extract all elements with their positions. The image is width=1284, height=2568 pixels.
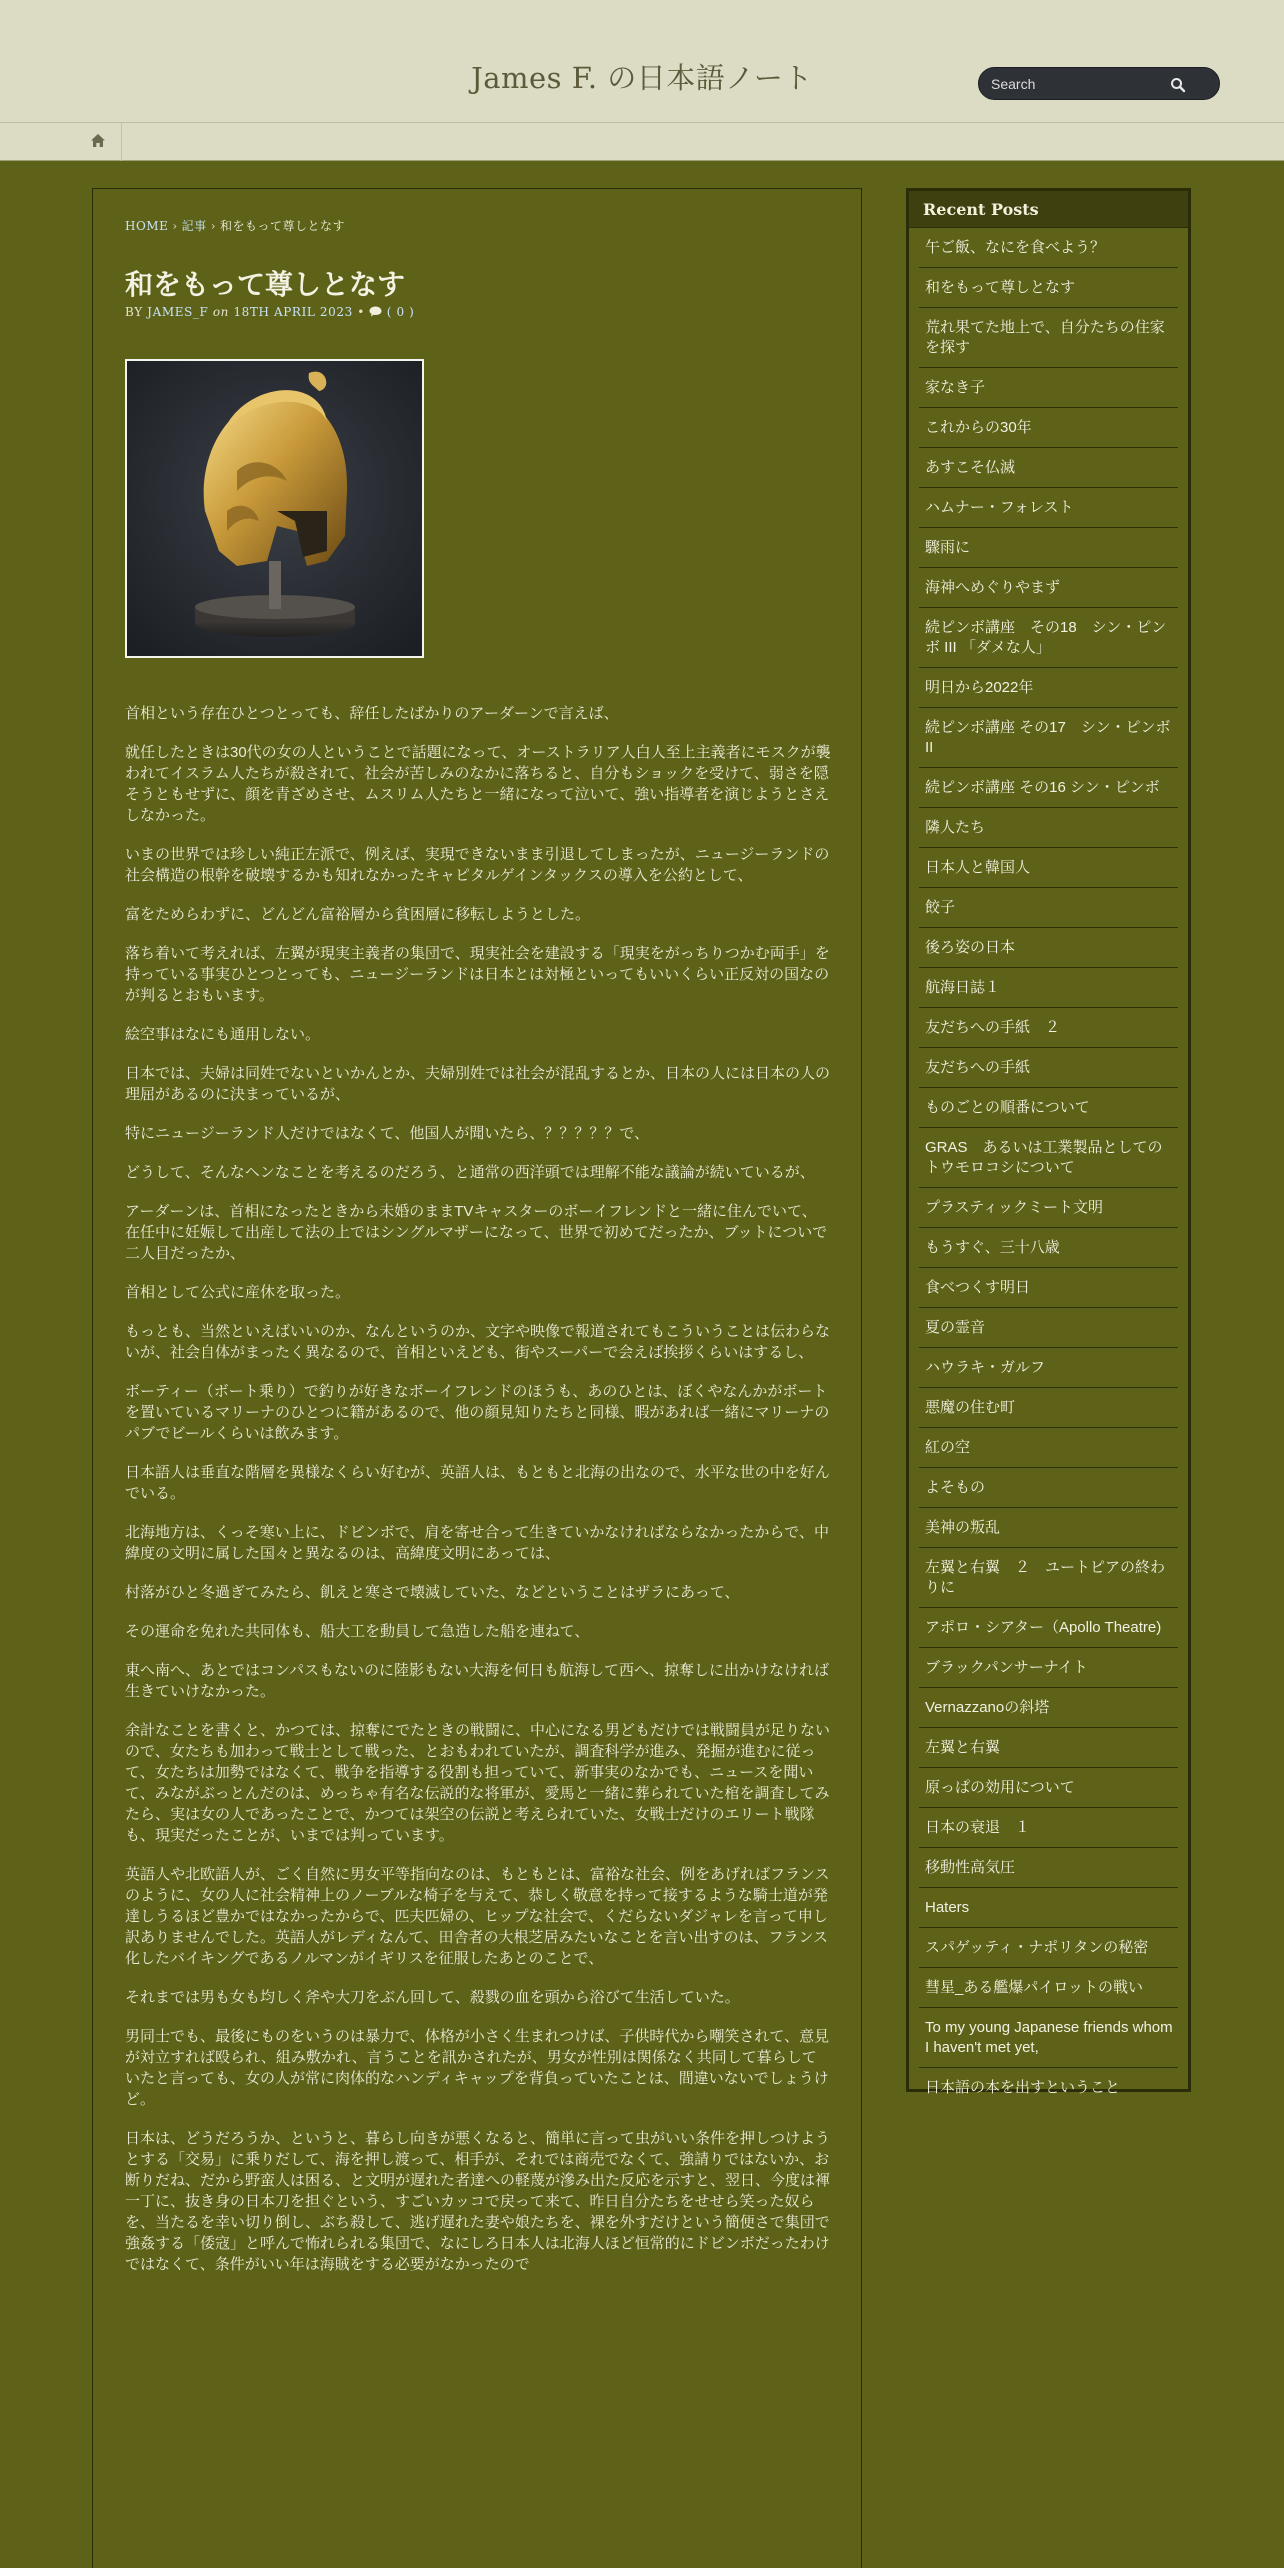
recent-posts-list	[909, 228, 1188, 2107]
comment-icon	[369, 305, 386, 319]
recent-post-link[interactable]: 紅の空	[919, 1428, 1178, 1468]
recent-post-link[interactable]: 友だちへの手紙	[919, 1048, 1178, 1088]
recent-post-link[interactable]: 原っぱの効用について	[919, 1768, 1178, 1808]
post-paragraph: 落ち着いて考えれば、左翼が現実主義者の集団で、現実社会を建設する「現実をがっちりつかむ両手」を持っている事実ひとつとっても、ニュージーランドは日本とは対極といってもいいくらい正反対の国なのが判るとおもいます。	[125, 945, 830, 1004]
recent-post-link[interactable]: ハムナー・フォレスト	[919, 488, 1178, 528]
recent-post-link[interactable]: ものごとの順番について	[919, 1088, 1178, 1128]
post-title: 和をもって尊しとなす	[125, 268, 406, 301]
recent-post-link[interactable]: ブラックパンサーナイト	[919, 1648, 1178, 1688]
recent-post-link[interactable]: 悪魔の住む町	[919, 1388, 1178, 1428]
breadcrumb-separator: ›	[172, 219, 178, 233]
recent-post-link[interactable]: 午ご飯、なにを食べよう？	[919, 228, 1178, 268]
post-paragraph: 絵空事はなにも通用しない。	[125, 1026, 321, 1043]
recent-post-link[interactable]: 友だちへの手紙 ２	[919, 1008, 1178, 1048]
home-icon	[90, 133, 106, 152]
post-paragraph: 首相として公式に産休を取った。	[125, 1284, 351, 1301]
featured-image-helmet	[125, 359, 424, 658]
post-date[interactable]: 18TH APRIL 2023	[233, 305, 353, 319]
recent-post-link[interactable]: 餃子	[919, 888, 1178, 928]
search-input[interactable]	[991, 74, 1171, 94]
recent-post-link[interactable]: 家なき子	[919, 368, 1178, 408]
post-paragraph: 英語人や北欧語人が、ごく自然に男女平等指向なのは、もともとは、富裕な社会、例をあげればフランスのように、女の人に社会精神上のノーブルな椅子を与えて、恭しく敬意を持って接するような騎士道が発達しうるほど豊かではなかったからで、匹夫匹婦の、ヒップな社会で、くだらないダジャレを言って申し訳ありませんでした。英語人がレディなんて、田舎者の大根芝居みたいなことを言い出すのは、フランス化したバイキングであるノルマンがイギリスを征服したあとのことで、	[125, 1866, 830, 1967]
main-nav	[0, 122, 1284, 161]
recent-post-link[interactable]: 食べつくす明日	[919, 1268, 1178, 1308]
post-paragraph: 北海地方は、くっそ寒い上に、ドビンボで、肩を寄せ合って生きていかなければならなかったからで、中緯度の文明に属した国々と異なるのは、高緯度文明にあっては、	[125, 1524, 829, 1562]
post-paragraph: 日本は、どうだろうか、というと、暮らし向きが悪くなると、簡単に言って虫がいい条件を押しつけようとする「交易」に乗りだして、海を押し渡って、相手が、それでは商売でなくて、強請りではないか、お断りだね、だから野蛮人は困る、と文明が遅れた者達への軽蔑が滲み出た反応を示すと、翌日、今度は褌一丁に、抜き身の日本刀を担ぐという、すごいカッコで戻って来て、昨日自分たちをせせら笑った奴らを、当たるを幸い切り倒し、ぶち殺して、逃げ遅れた妻や娘たちを、裸を外すだけという簡便さで集団で強姦する「倭寇」と呼んで怖れられる集団で、なにしろ日本人は北海人ほど恒常的にドビンボだったわけではなくて、条件がいい年は海賊をする必要がなかったので	[125, 2130, 831, 2273]
recent-post-link[interactable]: 左翼と右翼	[919, 1728, 1178, 1768]
site-header	[0, 0, 1284, 122]
post-paragraph: 富をためらわずに、どんどん富裕層から貧困層に移転しようとした。	[125, 906, 591, 923]
breadcrumb-separator: ›	[210, 219, 216, 233]
post-paragraph: いまの世界では珍しい純正左派で、例えば、実現できないまま引退してしまったが、ニュージーランドの社会構造の根幹を破壊するかも知れなかったキャピタルゲインタックスの導入を公約として、	[125, 846, 830, 884]
recent-post-link[interactable]: 続ピンボ講座 その18 シン・ピンボ III 「ダメな人」	[919, 608, 1178, 668]
post-paragraph: 余計なことを書くと、かつては、掠奪にでたときの戦闘に、中心になる男どもだけでは戦闘員が足りないので、女たちも加わって戦士として戦った、とおもわれていたが、調査科学が進み、発掘が進むに従って、女たちは加勢ではなくて、戦争を指導する役割も担っていて、新事実のなかでも、ニュースを聞いて、みながぶっとんだのは、めっちゃ有名な伝説的な将軍が、愛馬と一緒に葬られていた棺を調査してみたら、実は女の人であったことで、かつては架空の伝説と考えられていた、女戦士だけのエリート戦隊も、現実だったことが、いまでは判っています。	[125, 1722, 831, 1844]
post-paragraph: 特にニュージーランド人だけではなくて、他国人が聞いたら、？？？？？で、	[125, 1125, 650, 1142]
recent-post-link[interactable]: 海神へめぐりやまず	[919, 568, 1178, 608]
recent-post-link[interactable]: 和をもって尊しとなす	[919, 268, 1178, 308]
post-paragraph: 就任したときは30代の女の人ということで話題になって、オーストラリア人白人至上主義者にモスクが襲われてイスラム人たちが殺されて、社会が苦しみのなかに落ちると、自分もショックを受けて、弱さを隠そうともせずに、顔を青ざめさせ、ムスリム人たちと一緒になって泣いて、強い指導者を演じようとさえしなかった。	[125, 744, 831, 824]
post-paragraph: ボーティー（ボート乗り）で釣りが好きなボーイフレンドのほうも、あのひとは、ぼくやなんかがボートを置いているマリーナのひとつに籍があるので、他の顔見知りたちと同様、暇があれば一緒にマリーナのパブでビールくらいは飲みます。	[125, 1383, 830, 1442]
breadcrumb	[125, 217, 345, 234]
recent-post-link[interactable]: 左翼と右翼 ２ ユートピアの終わりに	[919, 1548, 1178, 1608]
breadcrumb-category[interactable]: 記事	[181, 219, 207, 233]
recent-post-link[interactable]: 日本人と韓国人	[919, 848, 1178, 888]
recent-post-link[interactable]: 後ろ姿の日本	[919, 928, 1178, 968]
post-paragraph: アーダーンは、首相になったときから未婚のままTVキャスターのボーイフレンドと一緒に住んでいて、在任中に妊娠して出産して法の上ではシングルマザーになって、世界で初めてだったか、ブットについで二人目だったか、	[125, 1203, 828, 1262]
recent-post-link[interactable]: 続ピンボ講座 その17 シン・ピンボ II	[919, 708, 1178, 768]
recent-post-link[interactable]: スパゲッティ・ナポリタンの秘密	[919, 1928, 1178, 1968]
site-title[interactable]: James F. の日本語ノート	[471, 61, 813, 95]
post-paragraph: 日本語人は垂直な階層を異様なくらい好むが、英語人は、もともと北海の出なので、水平な世の中を好んでいる。	[125, 1464, 830, 1502]
recent-post-link[interactable]: 日本の衰退 １	[919, 1808, 1178, 1848]
post-paragraph: 男同士でも、最後にものをいうのは暴力で、体格が小さく生まれつけば、子供時代から嘲笑されて、意見が対立すれば殴られ、組み敷かれ、言うことを訊かされたが、男女が性別は関係なく共同して暮らしていたと言っても、女の人が常に肉体的なハンディキャップを背負っていたことは、間違いないでしょうけど。	[125, 2028, 830, 2108]
recent-post-link[interactable]: アポロ・シアター（Apollo Theatre)	[919, 1608, 1178, 1648]
recent-post-link[interactable]: 航海日誌１	[919, 968, 1178, 1008]
post-content	[125, 703, 831, 2293]
recent-post-link[interactable]: Vernazzanoの斜塔	[919, 1688, 1178, 1728]
search-icon[interactable]	[1169, 76, 1187, 94]
recent-post-link[interactable]: 驟雨に	[919, 528, 1178, 568]
recent-post-link[interactable]: 続ピンボ講座 その16 シン・ピンボ	[919, 768, 1178, 808]
recent-post-link[interactable]: あすこそ仏滅	[919, 448, 1178, 488]
post-paragraph: その運命を免れた共同体も、船大工を動員して急造した船を連ねて、	[125, 1623, 590, 1640]
recent-post-link[interactable]: 日本語の本を出すということ	[925, 2079, 1121, 2096]
breadcrumb-current: 和をもって尊しとなす	[220, 219, 346, 233]
recent-post-link[interactable]: これからの30年	[919, 408, 1178, 448]
recent-post-link[interactable]: 荒れ果てた地上で、自分たちの住家を探す	[919, 308, 1178, 368]
sidebar-recent-posts	[906, 188, 1191, 2096]
recent-post-link[interactable]: To my young Japanese friends whom I haven't met yet,	[919, 2008, 1178, 2068]
comments-link[interactable]: ( 0 )	[386, 305, 415, 319]
recent-post-link[interactable]: Haters	[919, 1888, 1178, 1928]
recent-post-link[interactable]: 明日から2022年	[919, 668, 1178, 708]
recent-post-link[interactable]: 彗星_ある艦爆パイロットの戦い	[919, 1968, 1178, 2008]
recent-post-link[interactable]: 移動性高気圧	[919, 1848, 1178, 1888]
recent-post-link[interactable]: 隣人たち	[919, 808, 1178, 848]
recent-post-link[interactable]: 夏の霊音	[919, 1308, 1178, 1348]
recent-post-link[interactable]: よそもの	[919, 1468, 1178, 1508]
post-paragraph: 日本では、夫婦は同姓でないといかんとか、夫婦別姓では社会が混乱するとか、日本の人には日本の人の理屈があるのに決まっているが、	[125, 1065, 831, 1103]
post-paragraph: 村落がひと冬過ぎてみたら、飢えと寒さで壊滅していた、などということはザラにあって、	[125, 1584, 740, 1601]
post-meta	[125, 305, 414, 319]
recent-post-link[interactable]: GRAS あるいは工業製品としてのトウモロコシについて	[919, 1128, 1178, 1188]
meta-by: BY	[125, 305, 143, 319]
main-content	[92, 188, 862, 2568]
meta-on: on	[212, 305, 230, 319]
post-paragraph: 首相という存在ひとつとっても、辞任したばかりのアーダーンで言えば、	[125, 705, 619, 722]
recent-post-link[interactable]: プラスティックミート文明	[919, 1188, 1178, 1228]
recent-post-link[interactable]: もうすぐ、三十八歳	[919, 1228, 1178, 1268]
post-paragraph: 東へ南へ、あとではコンパスもないのに陸影もない大海を何日も航海して西へ、掠奪しに出かけなければ生きていけなかった。	[125, 1662, 829, 1700]
author-link[interactable]: JAMES_F	[147, 305, 209, 319]
home-button[interactable]	[74, 123, 122, 161]
post-paragraph: もっとも、当然といえばいいのか、なんというのか、文字や映像で報道されてもこういうことは伝わらないが、社会自体がまったく異なるので、首相といえども、街やスーパーで会えば挨拶くらいはするし、	[125, 1323, 831, 1361]
post-paragraph: どうして、そんなヘンなことを考えるのだろう、と通常の西洋頭では理解不能な議論が続いているが、	[125, 1164, 815, 1181]
search-box	[978, 67, 1220, 100]
sidebar-title: Recent Posts	[909, 191, 1188, 228]
breadcrumb-home[interactable]: HOME	[125, 219, 169, 233]
meta-separator: •	[357, 305, 365, 319]
post-paragraph: それまでは男も女も均しく斧や大刀をぶん回して、殺戮の血を頭から浴びて生活していた。	[125, 1989, 740, 2006]
recent-post-link[interactable]: 美神の叛乱	[919, 1508, 1178, 1548]
recent-post-link[interactable]: ハウラキ・ガルフ	[919, 1348, 1178, 1388]
